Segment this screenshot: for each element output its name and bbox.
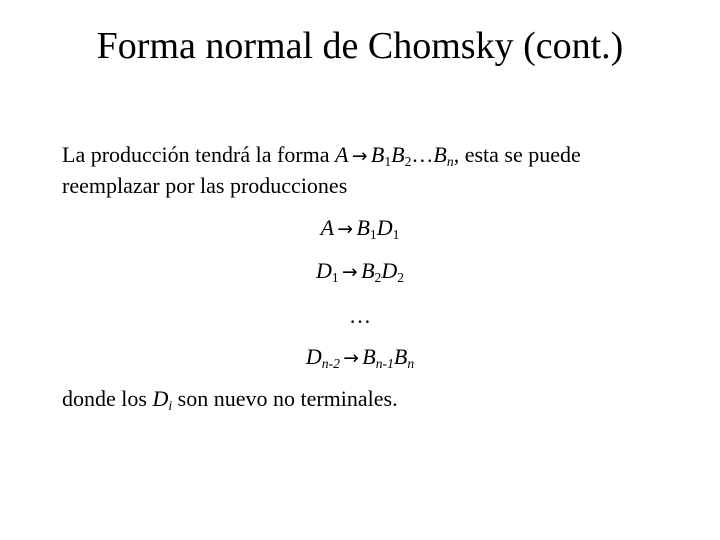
production-2-arrow: → <box>342 262 358 283</box>
production-n-lhs: D <box>305 344 322 369</box>
production-n-lhs-sub: n-2 <box>321 356 340 372</box>
closing-var-sub: i <box>168 398 173 414</box>
production-2-r1-sub: 2 <box>374 270 382 286</box>
production-1-lhs: A <box>320 215 335 240</box>
production-1-arrow: → <box>337 219 354 240</box>
intro-var-b1: B <box>370 142 385 167</box>
intro-arrow: → <box>351 146 368 167</box>
production-1-r2: D <box>376 215 393 240</box>
closing-var: D <box>152 386 169 411</box>
intro-sub-b2: 2 <box>404 154 412 170</box>
production-1 <box>0 214 720 244</box>
closing-text-after: son nuevo no terminales. <box>172 386 398 411</box>
intro-var-b2: B <box>391 142 405 167</box>
production-n-r2-sub: n <box>407 356 415 372</box>
production-ellipsis: … <box>349 303 371 328</box>
intro-var-a: A <box>335 142 349 167</box>
intro-sub-bn: n <box>446 154 454 170</box>
intro-line-1 <box>62 140 702 171</box>
closing-text-before: donde los <box>62 386 153 411</box>
production-1-r1: B <box>356 215 370 240</box>
closing-sentence <box>62 384 398 413</box>
production-n <box>0 343 720 373</box>
intro-ellipsis: … <box>411 142 434 167</box>
production-1-r1-sub: 1 <box>369 227 377 243</box>
production-2-lhs-sub: 1 <box>331 270 339 286</box>
production-2-r2: D <box>381 258 398 283</box>
production-n-r2: B <box>393 344 408 369</box>
production-2 <box>0 257 720 287</box>
production-2-r1: B <box>361 258 375 283</box>
intro-sub-b1: 1 <box>384 154 392 170</box>
intro-text-after: , esta se puede <box>453 142 581 167</box>
intro-line-2: reemplazar por las producciones <box>62 173 348 198</box>
intro-text-before: La producción tendrá la forma <box>62 142 336 167</box>
intro-paragraph <box>62 140 702 200</box>
production-n-r1-sub: n-1 <box>375 356 394 372</box>
production-n-r1: B <box>362 344 376 369</box>
production-n-arrow: → <box>343 348 359 369</box>
production-2-lhs: D <box>315 258 332 283</box>
production-1-r2-sub: 1 <box>392 227 400 243</box>
production-2-r2-sub: 2 <box>397 270 405 286</box>
page-title: Forma normal de Chomsky (cont.) <box>96 25 624 67</box>
intro-var-bn: B <box>433 142 447 167</box>
